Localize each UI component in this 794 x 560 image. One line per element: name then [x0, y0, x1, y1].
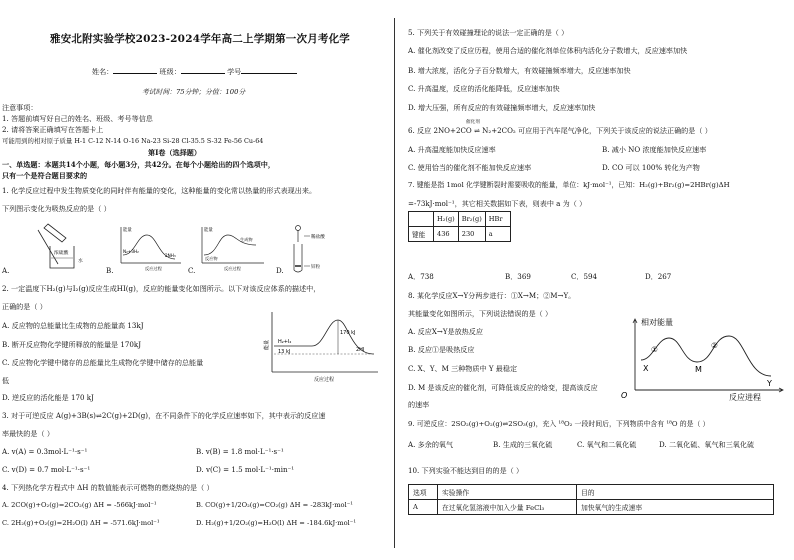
class-label: 班级：	[159, 67, 181, 76]
q1-fig-a-pouring-beaker	[44, 224, 66, 242]
q3-option-a[interactable]: A. v(A) = 0.3mol·L⁻¹·s⁻¹	[2, 447, 88, 456]
q3-option-c[interactable]: C. v(D) = 0.7 mol·L⁻¹·s⁻¹	[2, 465, 91, 474]
note-1: 1. 答题前填写好自己的姓名、班级、考号等信息	[2, 114, 153, 123]
q2-ylabel: 能量	[264, 339, 270, 350]
q3-option-d[interactable]: D. v(C) = 1.5 mol·L⁻¹·min⁻¹	[196, 465, 295, 474]
q6-stem: 6. 反应 2NO+2CO ⇌ N₂+2CO₂ 可应用于汽车尾气净化，下列关于该反应的说法正确的是（ ）	[408, 126, 712, 135]
q3-stem: 3. 对于可逆反应 A(g)+3B(s)⇌2C(g)+2D(g)，在不同条件下的化学反应速率如下，其中表示的反应速	[2, 411, 326, 420]
q7-col-hbr: HBr	[485, 212, 510, 227]
q9-option-a[interactable]: A. 多余的氧气	[408, 440, 454, 449]
q8-energy-diagram	[619, 314, 789, 400]
q7-val-br2: 230	[458, 227, 485, 242]
q4-option-d[interactable]: D. H₂(g)+1/2O₂(g)=H₂O(l) ΔH = -184.6kJ·mol⁻¹	[196, 519, 356, 527]
q4-option-b[interactable]: B. CO(g)+1/2O₂(g)=CO₂(g) ΔH = -283kJ·mol⁻¹	[196, 501, 353, 509]
q2-dh-label: 13 kJ	[278, 349, 291, 355]
q5-option-a[interactable]: A. 催化剂改变了反应历程，使用合适的催化剂单位体积内活化分子数增大，反应速率加快	[408, 46, 688, 55]
q8-option-d-cont: 的速率	[408, 400, 430, 409]
note-2: 2. 请将答案正确填写在答题卡上	[2, 125, 104, 134]
q1-fig-c-product: 生成物	[240, 237, 253, 242]
section-title: 第Ⅰ卷（选择题）	[148, 148, 201, 157]
q7-val-h2: 436	[434, 227, 459, 242]
q7-val-hbr: a	[485, 227, 510, 242]
part1-heading-2: 只有一个是符合题目要求的	[2, 171, 88, 180]
q7-col-h2: H₂(g)	[434, 212, 459, 227]
q8-x-label: X	[643, 364, 649, 373]
name-field[interactable]	[113, 66, 157, 74]
q1-fig-b-reactant: N₂+3H₂	[123, 249, 139, 254]
q2-option-b[interactable]: B. 断开反应物化学键所释放的能量是 170kJ	[2, 340, 142, 349]
q1-fig-c-ylabel: 能量	[204, 228, 213, 233]
q7-stem-2: =-73kJ·mol⁻¹，其它相关数据如下表，则表中 a 为（ ）	[408, 199, 587, 208]
q1-fig-d-metal: 锌粒	[311, 265, 321, 270]
q2-stem-2: 正确的是（ ）	[2, 302, 47, 311]
q2-option-c[interactable]: C. 反应物化学键中储存的总能量比生成物化学键中储存的总能量	[2, 358, 204, 367]
q2-stem: 2. 一定温度下H₂(g)与I₂(g)反应生成HI(g)，反应的能量变化如图所示。以下对该反应体系的描述中，	[2, 284, 321, 293]
q7-option-b[interactable]: B．369	[505, 272, 531, 281]
q7-option-a[interactable]: A．738	[408, 272, 434, 281]
notes-header: 注意事项：	[2, 103, 38, 112]
q2-xlabel: 反应过程	[314, 377, 335, 383]
id-field[interactable]	[241, 66, 297, 74]
q1-fig-a	[10, 220, 90, 275]
q5-stem: 5. 下列关于有效碰撞理论的说法一定正确的是（ ）	[408, 28, 569, 37]
q10-header-purpose: 目的	[577, 485, 774, 500]
q8-curve	[641, 336, 771, 376]
q1-fig-b-ylabel: 能量	[123, 228, 132, 233]
q1-fig-b-xlabel: 反应过程	[145, 266, 162, 271]
q8-option-d[interactable]: D. M 是该反应的催化剂，可降低该反应的焓变，提高该反应	[408, 383, 598, 392]
q9-stem: 9. 可逆反应：2SO₂(g)+O₂(g)⇌2SO₃(g)，充入 ¹⁸O₂ 一段时间后，下列物质中含有 ¹⁸O 的是（ ）	[408, 420, 710, 428]
q5-option-c[interactable]: C. 升高温度，反应的活化能降低，反应速率加快	[408, 84, 560, 93]
q8-m-label: M	[695, 365, 702, 374]
q2-option-c-cont: 低	[2, 376, 10, 385]
name-label: 姓名：	[92, 67, 114, 76]
q4-stem: 4. 下列热化学方程式中 ΔH 的数值能表示可燃物的燃烧热的是（ ）	[2, 483, 214, 492]
q7-stem: 7. 键能是指 1mol 化学键断裂时需要吸收的能量，单位：kJ·mol⁻¹，已知：H₂(g)+Br₂(g)=2HBr(g)ΔH	[408, 181, 730, 189]
q8-ylabel: 相对能量	[641, 318, 673, 327]
q1-option-b[interactable]: B.	[106, 266, 114, 275]
q6-option-b[interactable]: B. 减小 NO 浓度能加快反应速率	[602, 145, 707, 154]
q10-cell: 加快氧气的生成速率	[577, 500, 774, 515]
part1-heading: 一、单选题：本题共14个小题，每小题3分，共42分。在每个小题给出的四个选项中，	[2, 160, 275, 169]
q6-option-d[interactable]: D. CO 可以 100% 转化为产物	[602, 163, 700, 172]
q2-ea-label: 170 kJ	[340, 330, 356, 336]
q9-option-d[interactable]: D. 二氧化硫、氧气和三氧化硫	[659, 440, 755, 449]
q1-fig-b	[115, 225, 185, 270]
q3-stem-2: 率最快的是（ ）	[2, 429, 54, 438]
q2-reactant: H₂+I₂	[278, 339, 292, 345]
table-row	[409, 500, 774, 515]
class-field[interactable]	[181, 66, 225, 74]
q8-step1: ①	[651, 345, 658, 354]
q1-fig-c-xlabel: 反应过程	[224, 266, 241, 271]
q1-fig-a-label: 浓硫酸	[54, 251, 69, 256]
atomic-mass-line: 可能用到的相对原子质量 H-1 C-12 N-14 O-16 Na-23 Si-28 Cl-35.5 S-32 Fe-56 Cu-64	[2, 137, 264, 145]
q8-y-label: Y	[767, 379, 772, 388]
q1-fig-c	[196, 225, 268, 270]
q1-option-c[interactable]: C.	[188, 266, 196, 275]
table-row	[409, 227, 511, 242]
q4-option-c[interactable]: C. 2H₂(g)+O₂(g)=2H₂O(l) ΔH = -571.6kJ·mol⁻¹	[2, 519, 160, 527]
q9-option-b[interactable]: B. 生成的三氧化硫	[493, 440, 553, 449]
q10-header-operation: 实验操作	[438, 485, 577, 500]
q8-xlabel: 反应进程	[729, 393, 761, 402]
q6-option-c[interactable]: C. 使用恰当的催化剂不能加快反应速率	[408, 163, 532, 172]
q7-option-d[interactable]: D．267	[645, 272, 672, 281]
q8-option-c[interactable]: C. X、Y、M 三种物质中 Y 最稳定	[408, 364, 518, 373]
q1-option-d[interactable]: D.	[276, 266, 284, 275]
q2-option-a[interactable]: A. 反应物的总能量比生成物的总能量高 13kJ	[2, 321, 144, 330]
page-title: 雅安北附实验学校2023-2024学年高二上学期第一次月考化学	[50, 33, 351, 45]
q1-stem-2: 下列图示变化为吸热反应的是（ ）	[2, 204, 111, 213]
q10-cell: 在过氧化氢溶液中加入少量 FeCl₃	[438, 500, 577, 515]
q8-option-b[interactable]: B. 反应①是吸热反应	[408, 345, 475, 354]
id-label: 学号	[227, 67, 242, 76]
q7-bond-table	[408, 211, 511, 242]
q5-option-b[interactable]: B. 增大浓度，活化分子百分数增大，有效碰撞频率增大，反应速率加快	[408, 66, 631, 75]
q10-cell: A	[409, 500, 438, 515]
table-row	[409, 485, 774, 500]
q2-energy-diagram	[262, 310, 382, 386]
q8-option-a[interactable]: A. 反应X→Y是放热反应	[408, 327, 483, 336]
q2-product: 2HI	[356, 347, 365, 353]
q10-stem: 10. 下列实验不能达到目的的是（ ）	[408, 466, 524, 475]
q6-option-a[interactable]: A. 升高温度能加快反应速率	[408, 145, 496, 154]
q8-stem: 8. 某化学反应X→Y分两步进行：①X→M；②M→Y。	[408, 291, 576, 300]
q1-fig-c-reactant: 反应物	[205, 256, 218, 261]
q9-option-c[interactable]: C. 氧气和二氧化硫	[577, 440, 637, 449]
q4-option-a[interactable]: A. 2CO(g)+O₂(g)=2CO₂(g) ΔH = -566kJ·mol⁻¹	[2, 501, 157, 509]
student-info-line	[92, 66, 297, 76]
q7-row-head: 键能	[409, 227, 434, 242]
q1-fig-b-product: 2NH₃	[165, 253, 176, 258]
q7-col-br2: Br₂(g)	[458, 212, 485, 227]
column-divider	[394, 18, 395, 548]
q1-option-a[interactable]: A.	[2, 266, 10, 275]
q2-option-d[interactable]: D. 逆反应的活化能是 170 kJ	[2, 393, 94, 402]
q1-fig-d-acid: 稀盐酸	[311, 235, 325, 240]
q8-origin: O	[621, 391, 628, 400]
q1-fig-d	[284, 222, 344, 274]
q3-option-b[interactable]: B. v(B) = 1.8 mol·L⁻¹·s⁻¹	[196, 447, 284, 456]
q10-table	[408, 484, 774, 515]
q8-stem-2: 其能量变化如图所示，下列说法错误的是（ ）	[408, 309, 553, 318]
q1-fig-a-label-2: 水	[78, 259, 83, 264]
q1-stem: 1. 化学反应过程中发生物质变化的同时伴有能量的变化，这种能量的变化常以热量的形式表现出来。	[2, 186, 317, 195]
q5-option-d[interactable]: D. 增大压强，所有反应的有效碰撞频率增大，反应速率加快	[408, 103, 596, 112]
q7-option-c[interactable]: C．594	[571, 272, 598, 281]
q8-step2: ②	[711, 341, 718, 350]
exam-meta: 考试时间：75分钟；分值：100分	[142, 88, 246, 96]
q1-fig-d-tube	[294, 244, 302, 272]
table-row	[409, 212, 511, 227]
q1-fig-d-dropper-bulb	[296, 226, 301, 231]
q10-header-option: 选项	[409, 485, 438, 500]
q6-condition: 催化剂	[466, 120, 480, 125]
